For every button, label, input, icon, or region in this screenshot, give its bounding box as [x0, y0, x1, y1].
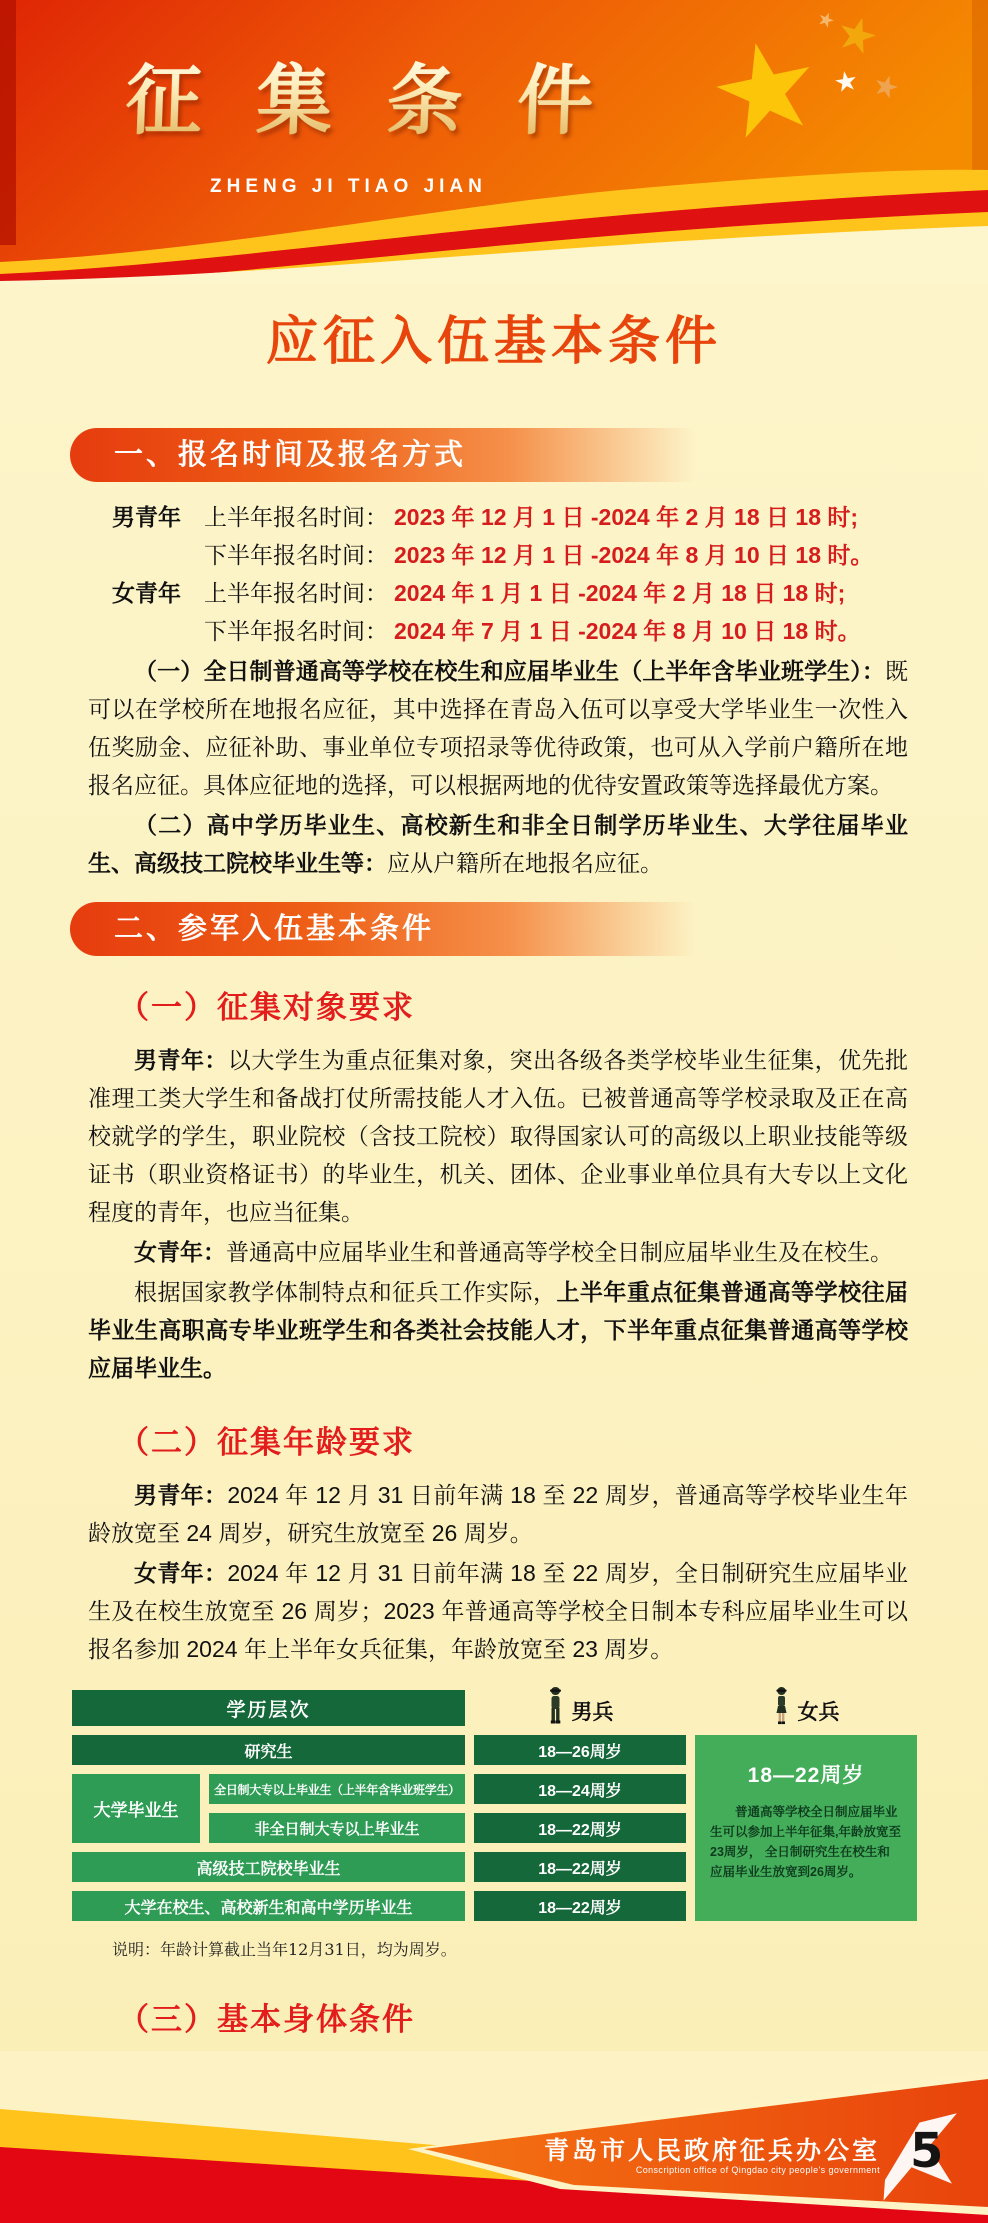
signup-row [112, 612, 988, 650]
gender-label: 女青年 [112, 580, 181, 606]
table-header-female-label: 女兵 [797, 1701, 840, 1724]
period-label: 上半年报名时间： [204, 504, 388, 530]
paragraph-body: 应从户籍所在地报名应征。 [387, 850, 663, 876]
age-requirements-table [72, 1690, 918, 1921]
paragraph-emphasis [88, 1273, 908, 1387]
female-age-range: 18—22周岁 [747, 1764, 865, 1787]
table-header-male [474, 1690, 686, 1726]
table-age-cell: 18—22周岁 [474, 1891, 686, 1921]
signup-row [112, 536, 988, 574]
female-age-note: 普通高等学校全日制应届毕业生可以参加上半年征集,年龄放宽至23周岁， 全日制研究生在校生和应届毕业生放宽到26周岁。 [710, 1805, 901, 1879]
paragraph-male-targets [88, 1041, 908, 1231]
left-edge-band [0, 0, 16, 245]
date-range: 2024 年 1 月 1 日 -2024 年 2 月 18 日 18 时; [394, 580, 846, 606]
section2-header-bar: 二、参军入伍基本条件 [70, 902, 715, 956]
female-soldier-icon [773, 1686, 790, 1726]
table-group-university-graduates: 大学毕业生 [72, 1774, 200, 1843]
table-footnote: 说明：年龄计算截止当年12月31日，均为周岁。 [112, 1940, 457, 1959]
paragraph-lead: 女青年： [134, 1560, 228, 1586]
table-header-female [695, 1690, 917, 1726]
paragraph-body: 2024 年 12 月 31 日前年满 18 至 22 周岁，普通高等学校毕业生年龄放宽至 24 周岁，研究生放宽至 26 周岁。 [88, 1482, 908, 1546]
paragraph-campus-students [88, 652, 908, 804]
table-row-fulltime-college: 全日制大专以上毕业生（上半年含毕业班学生） [209, 1774, 465, 1804]
table-row-parttime-college: 非全日制大专以上毕业生 [209, 1813, 465, 1843]
paragraph-lead: 女青年： [134, 1239, 226, 1265]
gender-label: 男青年 [112, 504, 181, 530]
gender-label [112, 612, 204, 650]
table-header-male-label: 男兵 [571, 1701, 614, 1724]
paragraph-other-graduates [88, 806, 908, 882]
table-age-cell: 18—26周岁 [474, 1735, 686, 1765]
paragraph-body: 既可以在学校所在地报名应征，其中选择在青岛入伍可以享受大学毕业生一次性入伍奖励金、应征补助、事业单位专项招录等优待政策，也可从入学前户籍所在地报名应征。具体应征地的选择，可以根据两地的优待安置政策等选择最优方案。 [88, 658, 908, 798]
page-number: 5 [910, 2123, 944, 2179]
table-age-cell: 18—24周岁 [474, 1774, 686, 1804]
paragraph-lead: （一）全日制普通高等学校在校生和应届毕业生（上半年含毕业班学生）： [134, 658, 885, 684]
signup-row [112, 498, 988, 536]
footer-banner [0, 2051, 988, 2223]
sub2-heading: （二）征集年龄要求 [118, 1425, 415, 1460]
sub3-heading: （三）基本身体条件 [118, 2002, 415, 2037]
period-label: 上半年报名时间： [204, 580, 388, 606]
main-title: 应征入伍基本条件 [265, 313, 722, 371]
date-range: 2024 年 7 月 1 日 -2024 年 8 月 10 日 18 时。 [394, 618, 861, 644]
period-label: 下半年报名时间： [204, 542, 388, 568]
section1-header-bar: 一、报名时间及报名方式 [70, 428, 715, 482]
table-female-age-cell [695, 1735, 917, 1921]
poster-title: 征 集 条 件 [124, 40, 609, 149]
table-age-cell: 18—22周岁 [474, 1813, 686, 1843]
paragraph-body: 根据国家教学体制特点和征兵工作实际， [134, 1279, 557, 1305]
date-range: 2023 年 12 月 1 日 -2024 年 2 月 18 日 18 时; [394, 504, 859, 530]
paragraph-female-targets [88, 1233, 908, 1271]
table-row-senior-technical: 高级技工院校毕业生 [72, 1852, 465, 1882]
footer-org-name-english: Conscription office of Qingdao city people's government [635, 2165, 880, 2175]
paragraph-body: 普通高中应届毕业生和普通高等学校全日制应届毕业生及在校生。 [226, 1239, 893, 1265]
footer-org-name: 青岛市人民政府征兵办公室 [543, 2137, 880, 2165]
date-range: 2023 年 12 月 1 日 -2024 年 8 月 10 日 18 时。 [394, 542, 874, 568]
paragraph-male-age [88, 1476, 908, 1552]
period-label: 下半年报名时间： [204, 618, 388, 644]
signup-times-list [112, 498, 988, 650]
paragraph-lead: （二）高中学历毕业生、高校新生和非全日制学历毕业生、大学往届毕业生、高级技工院校毕业生等： [88, 812, 908, 876]
paragraph-lead: 男青年： [134, 1482, 228, 1508]
paragraph-bold: 上半年重点征集普通高等学校往届毕业生高职高专毕业班学生和各类社会技能人才，下半年重点征集普通高等学校应届毕业生。 [88, 1279, 908, 1381]
table-row-students-freshmen-highschool: 大学在校生、高校新生和高中学历毕业生 [72, 1891, 465, 1921]
signup-row [112, 574, 988, 612]
paragraph-body: 2024 年 12 月 31 日前年满 18 至 22 周岁，全日制研究生应届毕业生及在校生放宽至 26 周岁；2023 年普通高等学校全日制本专科应届毕业生可以报名参加 2024 年上半年女兵征集，年龄放宽至 23 周岁。 [88, 1560, 908, 1662]
table-age-cell: 18—22周岁 [474, 1852, 686, 1882]
table-header-education: 学历层次 [72, 1690, 465, 1726]
table-row-postgraduate: 研究生 [72, 1735, 465, 1765]
gender-label [112, 536, 204, 574]
paragraph-body: 以大学生为重点征集对象，突出各级各类学校毕业生征集，优先批准理工类大学生和备战打仗所需技能人才入伍。已被普通高等学校录取及正在高校就学的学生，职业院校（含技工院校）取得国家认可的高级以上职业技能等级证书（职业资格证书）的毕业生，机关、团体、企业事业单位具有大专以上文化程度的青年，也应当征集。 [88, 1047, 908, 1225]
paragraph-lead: 男青年： [134, 1047, 228, 1073]
poster-title-pinyin: ZHENG JI TIAO JIAN [210, 176, 487, 197]
sub1-heading: （一）征集对象要求 [118, 990, 415, 1025]
header-banner [0, 0, 988, 285]
male-soldier-icon [547, 1686, 564, 1726]
paragraph-female-age [88, 1554, 908, 1668]
